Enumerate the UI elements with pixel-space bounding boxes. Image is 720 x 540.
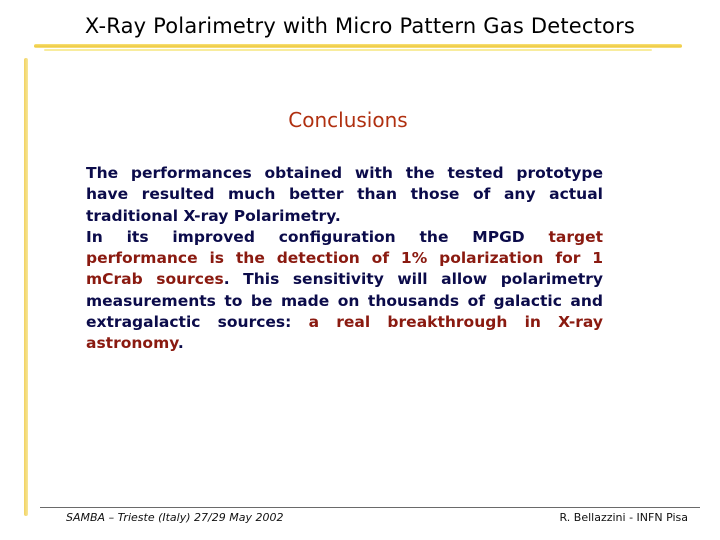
conclusions-body	[86, 163, 603, 355]
footer-divider	[40, 507, 700, 508]
body-paragraph-2-end: .	[177, 334, 184, 353]
body-paragraph-2-start: In its improved configuration the MPGD	[86, 227, 549, 246]
footer-event: SAMBA – Trieste (Italy) 27/29 May 2002	[66, 511, 284, 524]
section-heading: Conclusions	[288, 108, 408, 132]
breakthrough-highlight: a real breakthrough in X-ray astronomy	[86, 313, 604, 353]
footer-author: R. Bellazzini - INFN Pisa	[559, 511, 688, 524]
body-paragraph-2-middle: . This sensitivity will allow polarimetry measurements to be made on thousands of galactic and extragalactic sources:	[86, 270, 603, 332]
body-paragraph-1: The performances obtained with the tested prototype have resulted much better than those of any actual traditional X-ray Polarimetry.	[86, 164, 603, 225]
title-underline	[34, 44, 682, 48]
slide-title: X-Ray Polarimetry with Micro Pattern Gas Detectors	[84, 14, 636, 38]
target-performance-highlight: target performance is the detection of 1% polarization for 1 mCrab sources	[86, 227, 603, 289]
